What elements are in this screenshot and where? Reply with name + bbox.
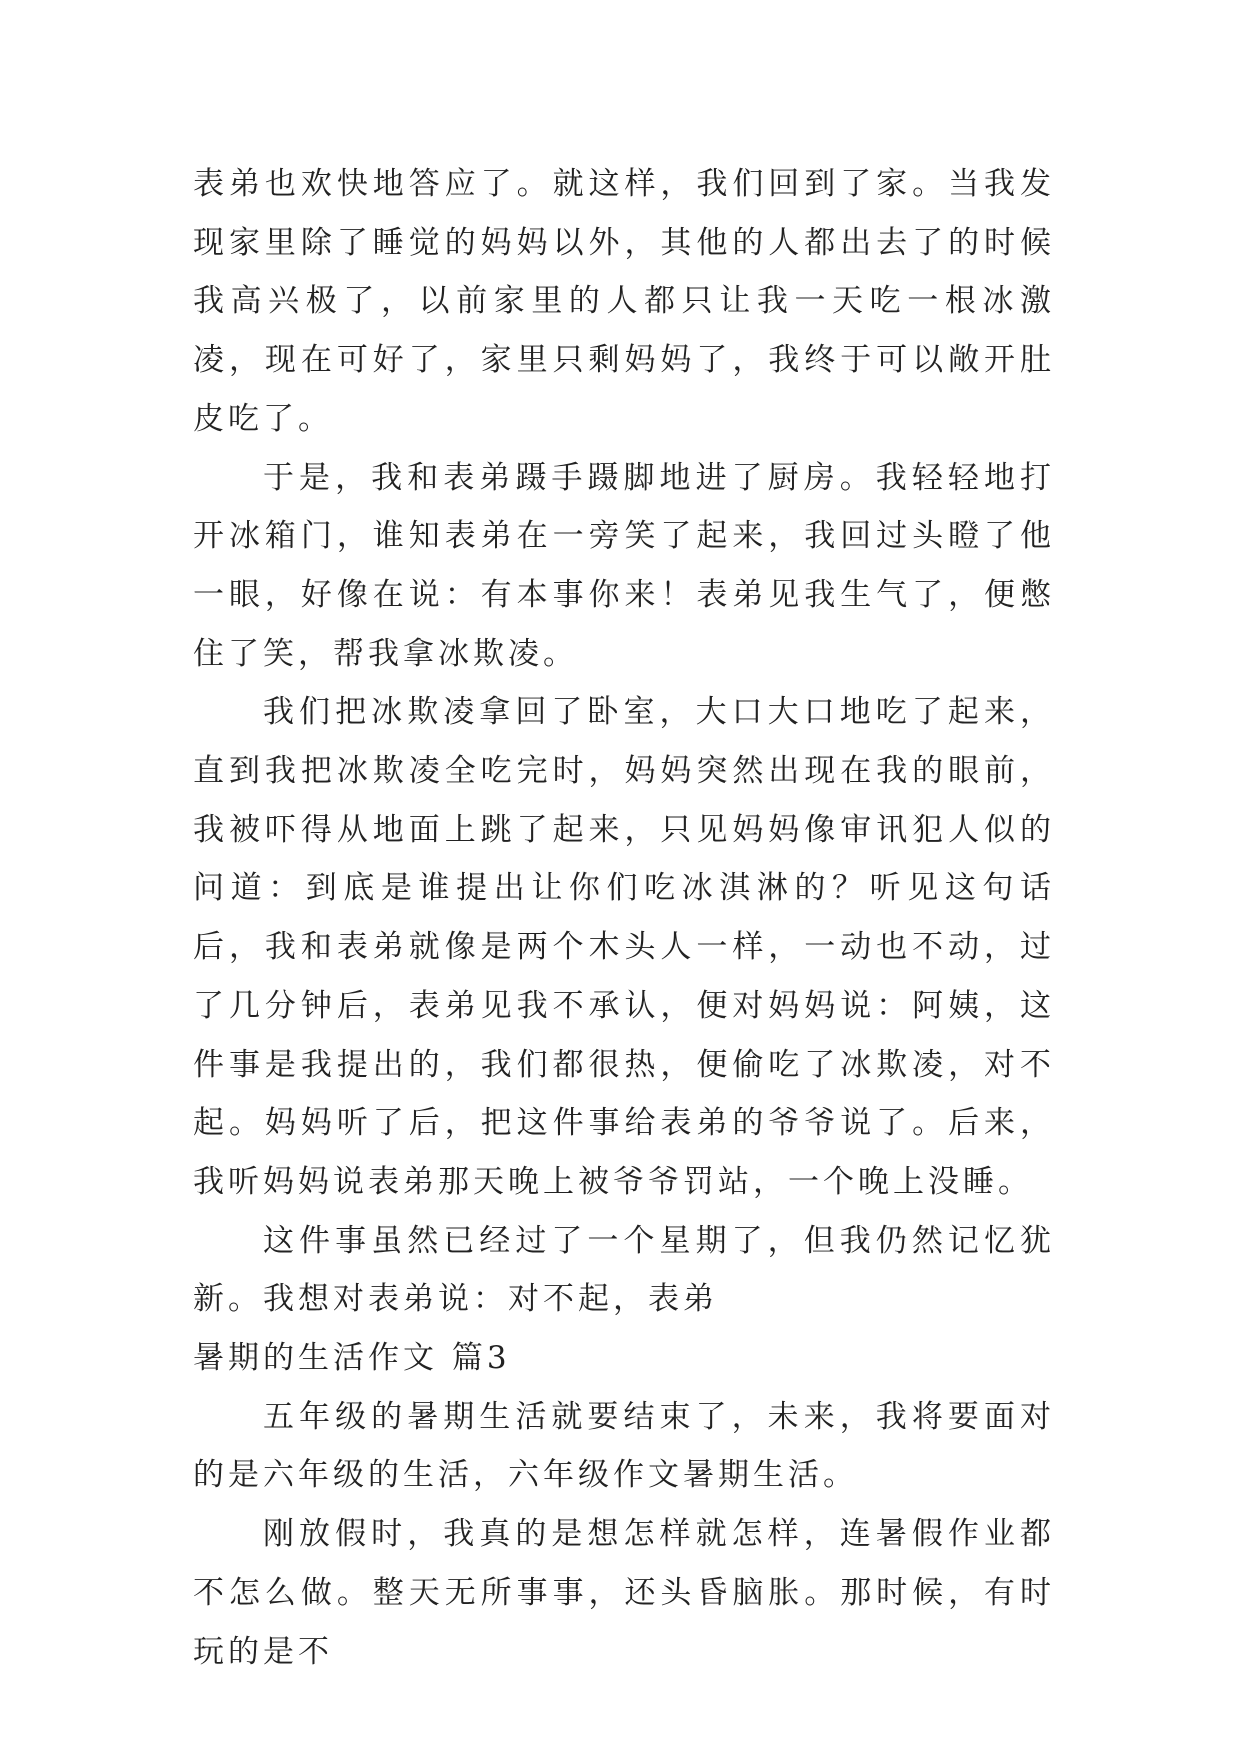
paragraph-2: 于是，我和表弟蹑手蹑脚地进了厨房。我轻轻地打开冰箱门，谁知表弟在一旁笑了起来，我回过头瞪了他一眼，好像在说：有本事你来！表弟见我生气了，便憋住了笑，帮我拿冰欺凌。 xyxy=(193,459,1055,672)
section-heading: 暑期的生活作文 篇3 xyxy=(193,1340,511,1377)
paragraph-4: 这件事虽然已经过了一个星期了，但我仍然记忆犹新。我想对表弟说：对不起，表弟 xyxy=(193,1222,1055,1318)
section-paragraph-1: 五年级的暑期生活就要结束了，未来，我将要面对的是六年级的生活，六年级作文暑期生活。 xyxy=(193,1398,1055,1494)
paragraph-1: 表弟也欢快地答应了。就这样，我们回到了家。当我发现家里除了睡觉的妈妈以外，其他的人都出去了的时候我高兴极了，以前家里的人都只让我一天吃一根冰激凌，现在可好了，家里只剩妈妈了，我终于可以敞开肚皮吃了。 xyxy=(193,166,1055,437)
document-page xyxy=(193,155,1055,1681)
section-paragraph-2: 刚放假时，我真的是想怎样就怎样，连暑假作业都不怎么做。整天无所事事，还头昏脑胀。那时候，有时玩的是不 xyxy=(193,1516,1055,1670)
paragraph-3: 我们把冰欺凌拿回了卧室，大口大口地吃了起来，直到我把冰欺凌全吃完时，妈妈突然出现在我的眼前，我被吓得从地面上跳了起来，只见妈妈像审讯犯人似的问道：到底是谁提出让你们吃冰淇淋的？听见这句话后，我和表弟就像是两个木头人一样，一动也不动，过了几分钟后，表弟见我不承认，便对妈妈说：阿姨，这件事是我提出的，我们都很热，便偷吃了冰欺凌，对不起。妈妈听了后，把这件事给表弟的爷爷说了。后来，我听妈妈说表弟那天晚上被爷爷罚站，一个晚上没睡。 xyxy=(193,694,1055,1200)
